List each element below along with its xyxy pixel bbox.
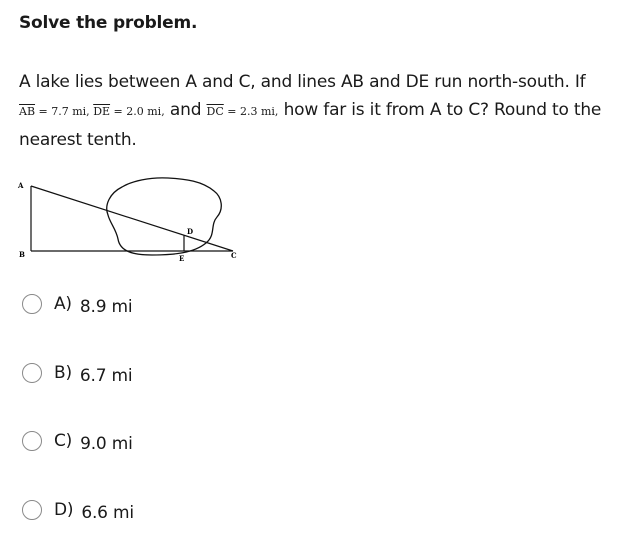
question-text	[19, 68, 619, 154]
answer-option-a[interactable]	[22, 291, 132, 317]
label-b: B	[19, 250, 25, 259]
label-e: E	[179, 254, 185, 263]
and-text: and	[164, 100, 207, 120]
radio-button[interactable]	[22, 500, 42, 520]
ab-segment-label: $\overline{AB} = 7.7$ mi,	[19, 105, 94, 118]
radio-button[interactable]	[22, 363, 42, 383]
option-text: 9.0 mi	[80, 434, 133, 454]
question-line-2	[19, 96, 619, 126]
radio-button[interactable]	[22, 431, 42, 451]
answer-option-b[interactable]	[22, 360, 132, 386]
option-text: 6.6 mi	[81, 503, 134, 523]
option-letter: C)	[54, 431, 73, 451]
option-letter: B)	[54, 363, 72, 383]
question-line-1: A lake lies between A and C, and lines AB and DE run north-south. If	[19, 72, 586, 92]
option-letter: D)	[54, 500, 74, 520]
label-a: A	[18, 181, 24, 190]
lake-diagram	[10, 175, 250, 270]
answer-option-d[interactable]	[22, 497, 134, 523]
option-text: 6.7 mi	[79, 366, 133, 386]
radio-button[interactable]	[22, 294, 42, 314]
option-text: 8.9 mi	[79, 297, 133, 317]
question-line-3: nearest tenth.	[19, 130, 137, 150]
dc-segment-label: $\overline{DC} = 2.3$ mi,	[206, 105, 279, 118]
label-d: D	[187, 227, 194, 236]
line-ac	[31, 186, 233, 251]
de-segment-label: $\overline{DE} = 2.0$ mi,	[93, 105, 165, 118]
question-tail: how far is it from A to C? Round to the	[278, 100, 602, 120]
problem-heading: Solve the problem.	[19, 13, 198, 33]
answer-option-c[interactable]	[22, 428, 133, 454]
label-c: C	[231, 251, 237, 260]
option-letter: A)	[54, 294, 72, 314]
